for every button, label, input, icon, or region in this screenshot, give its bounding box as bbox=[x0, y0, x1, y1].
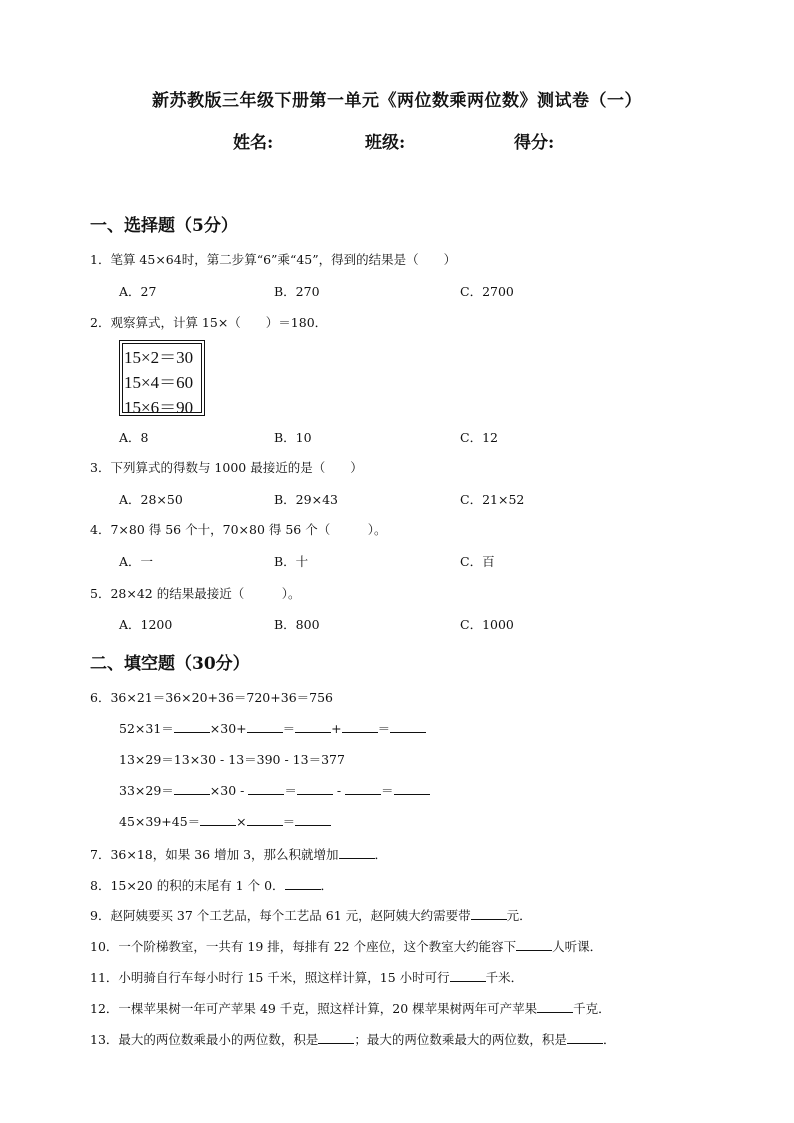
answer-blank[interactable] bbox=[342, 720, 378, 733]
q10-end: 人听课． bbox=[552, 939, 603, 954]
q2-option-a: A．8 bbox=[119, 430, 149, 445]
q5-option-c: C．1000 bbox=[460, 617, 514, 632]
question-7 bbox=[90, 845, 387, 863]
q6-l1-part-5: ＝ bbox=[377, 721, 391, 736]
q6-l4-part-2: × bbox=[236, 814, 247, 829]
score-label: 得分: bbox=[514, 133, 555, 153]
q2-option-c: C．12 bbox=[460, 430, 498, 445]
question-13 bbox=[90, 1030, 615, 1048]
answer-blank[interactable] bbox=[285, 877, 321, 890]
q1-option-b: B．270 bbox=[274, 284, 320, 299]
answer-blank[interactable] bbox=[567, 1031, 603, 1044]
equation-box bbox=[119, 340, 205, 416]
q6-l1-part-1: 52×31＝ bbox=[119, 721, 174, 736]
question-10 bbox=[90, 937, 602, 955]
answer-blank[interactable] bbox=[247, 813, 283, 826]
question-9 bbox=[90, 906, 532, 924]
q13-text: 13．最大的两位数乘最小的两位数，积是 bbox=[90, 1032, 319, 1047]
question-1: 1．笔算 45×64时，第二步算“6”乘“45”，得到的结果是（ ） bbox=[90, 252, 457, 267]
q10-text: 10．一个阶梯教室，一共有 19 排，每排有 22 个座位，这个教室大约能容下 bbox=[90, 939, 517, 954]
answer-blank[interactable] bbox=[390, 720, 426, 733]
equation-line-1: 15×2＝30 bbox=[124, 348, 194, 367]
answer-blank[interactable] bbox=[450, 969, 486, 982]
q6-l1-part-4: + bbox=[331, 721, 342, 736]
q4-option-b: B．十 bbox=[274, 554, 309, 569]
q6-l1-part-2: ×30+ bbox=[209, 721, 247, 736]
question-6: 6．36×21＝36×20+36＝720+36＝756 bbox=[90, 690, 333, 705]
answer-blank[interactable] bbox=[200, 813, 236, 826]
question-2: 2．观察算式，计算 15×（ ）＝180． bbox=[90, 315, 328, 330]
q6-line-1 bbox=[119, 719, 426, 737]
name-label: 姓名: bbox=[233, 133, 274, 153]
q6-l3-part-5: ＝ bbox=[381, 783, 394, 798]
q5-option-a: A．1200 bbox=[119, 617, 173, 632]
equation-line-2: 15×4＝60 bbox=[124, 373, 194, 392]
question-11 bbox=[90, 968, 523, 986]
q6-l4-part-1: 45×39+45＝ bbox=[119, 814, 201, 829]
q6-l1-part-3: ＝ bbox=[282, 721, 296, 736]
answer-blank[interactable] bbox=[297, 782, 333, 795]
q6-line-3 bbox=[119, 781, 430, 799]
answer-blank[interactable] bbox=[295, 720, 331, 733]
answer-blank[interactable] bbox=[318, 1031, 354, 1044]
q6-l4-part-3: ＝ bbox=[282, 814, 296, 829]
question-5: 5．28×42 的结果最接近（ ）。 bbox=[90, 586, 301, 601]
q13-mid: ；最大的两位数乘最大的两位数，积是 bbox=[354, 1032, 567, 1047]
question-12 bbox=[90, 999, 611, 1017]
class-label: 班级: bbox=[365, 133, 406, 153]
page-title: 新苏教版三年级下册第一单元《两位数乘两位数》测试卷（一） bbox=[152, 91, 642, 111]
answer-blank[interactable] bbox=[339, 846, 375, 859]
answer-blank[interactable] bbox=[295, 813, 331, 826]
q2-option-b: B．10 bbox=[274, 430, 312, 445]
question-4: 4．7×80 得 56 个十，70×80 得 56 个（ ）。 bbox=[90, 522, 387, 537]
q8-end: ． bbox=[320, 878, 334, 893]
q12-text: 12．一棵苹果树一年可产苹果 49 千克，照这样计算，20 棵苹果树两年可产苹果 bbox=[90, 1001, 538, 1016]
answer-blank[interactable] bbox=[471, 907, 507, 920]
q3-option-c: C．21×52 bbox=[460, 492, 525, 507]
q6-l3-part-3: ＝ bbox=[284, 783, 297, 798]
q12-end: 千克． bbox=[573, 1001, 611, 1016]
q1-option-a: A．27 bbox=[119, 284, 157, 299]
section-fill-heading: 二、填空题（30分） bbox=[90, 654, 250, 674]
q11-text: 11．小明骑自行车每小时行 15 千米，照这样计算，15 小时可行 bbox=[90, 970, 450, 985]
q8-text: 8．15×20 的积的末尾有 1 个 0． bbox=[90, 878, 285, 893]
q3-option-a: A．28×50 bbox=[119, 492, 183, 507]
q5-option-b: B．800 bbox=[274, 617, 320, 632]
q4-option-a: A．一 bbox=[119, 554, 154, 569]
question-3: 3．下列算式的得数与 1000 最接近的是（ ） bbox=[90, 460, 363, 475]
q7-end: ． bbox=[374, 847, 388, 862]
q9-text: 9．赵阿姨要买 37 个工艺品，每个工艺品 61 元，赵阿姨大约需要带 bbox=[90, 908, 471, 923]
equation-line-3: 15×6＝90 bbox=[124, 398, 194, 417]
answer-blank[interactable] bbox=[174, 720, 210, 733]
q9-end: 元． bbox=[506, 908, 532, 923]
q7-text: 7．36×18，如果 36 增加 3，那么积就增加 bbox=[90, 847, 339, 862]
answer-blank[interactable] bbox=[394, 782, 430, 795]
q6-line-4 bbox=[119, 812, 331, 830]
question-8 bbox=[90, 876, 333, 894]
q6-line-2: 13×29＝13×30 - 13＝390 - 13＝377 bbox=[119, 752, 345, 767]
answer-blank[interactable] bbox=[537, 1000, 573, 1013]
answer-blank[interactable] bbox=[345, 782, 381, 795]
q13-end: ． bbox=[602, 1032, 616, 1047]
q6-l3-part-4: - bbox=[332, 783, 346, 798]
answer-blank[interactable] bbox=[247, 720, 283, 733]
q3-option-b: B．29×43 bbox=[274, 492, 338, 507]
answer-blank[interactable] bbox=[248, 782, 284, 795]
section-choice-heading: 一、选择题（5分） bbox=[90, 216, 238, 236]
q11-end: 千米． bbox=[485, 970, 524, 985]
q6-l3-part-2: ×30 - bbox=[209, 783, 249, 798]
q6-l3-part-1: 33×29＝ bbox=[119, 783, 174, 798]
answer-blank[interactable] bbox=[516, 938, 552, 951]
q4-option-c: C．百 bbox=[460, 554, 495, 569]
q1-option-c: C．2700 bbox=[460, 284, 514, 299]
answer-blank[interactable] bbox=[174, 782, 210, 795]
